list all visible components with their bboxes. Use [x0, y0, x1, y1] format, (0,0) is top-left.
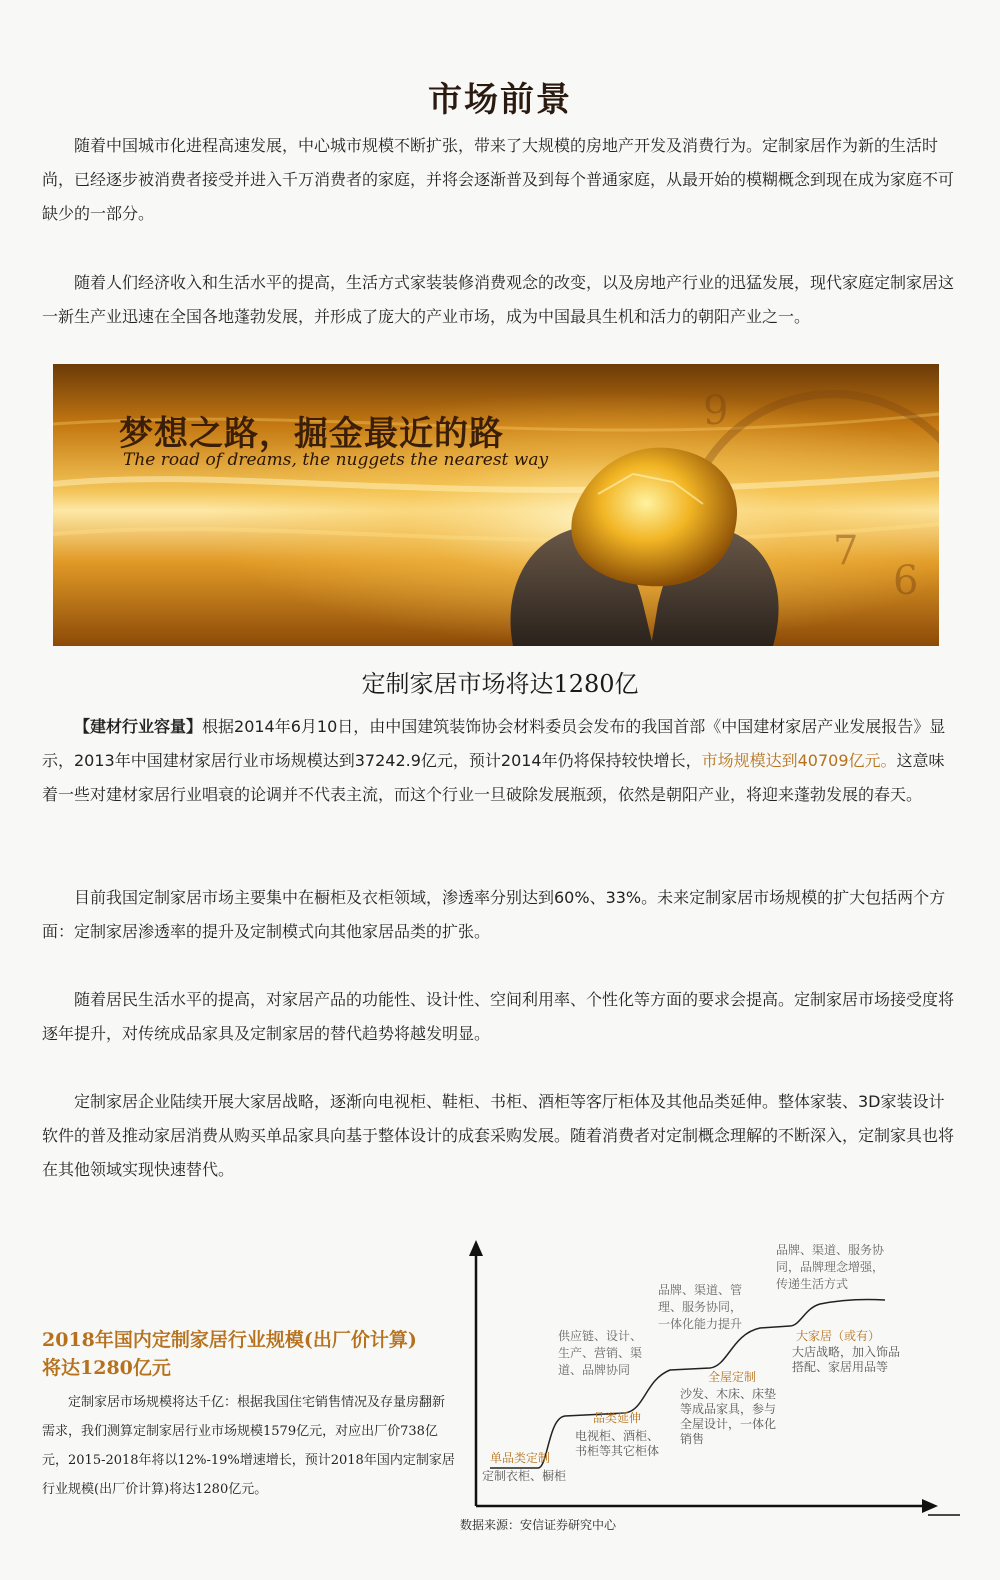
stage-name: 全屋定制: [708, 1370, 757, 1384]
stage-capability-line: 理、服务协同，: [658, 1300, 743, 1314]
forecast-body: 定制家居市场规模将达千亿：根据我国住宅销售情况及存量房翻新需求，我们测算定制家居行业市场规模1579亿元，对应出厂价738亿元，2015-2018年将以12%-19%增速增长，预计2018年国内定制家居行业规模(出厂价计算)将达1280亿元。: [42, 1395, 455, 1497]
market-text-4: 定制家居企业陆续开展大家居战略，逐渐向电视柜、鞋柜、书柜、酒柜等客厅柜体及其他品类延伸。整体家装、3D家装设计软件的普及推动家居消费从购买单品家具向基于整体设计的成套采购发展。随着消费者对定制概念理解的不断深入，定制家具也将在其他领域实现快速替代。: [42, 1092, 955, 1179]
market-scale-highlight: 市场规模达到40709亿元。: [701, 751, 897, 770]
stage-capability-line: 同，品牌理念增强，: [776, 1260, 885, 1274]
stage-description-line: 电视柜、酒柜、: [575, 1429, 660, 1443]
stage-capability-line: 道、品牌协同: [558, 1363, 631, 1377]
market-paragraph-4: [42, 1085, 954, 1187]
stage-description-line: 沙发、木床、床垫: [680, 1387, 777, 1401]
market-paragraph-3: [42, 983, 954, 1051]
stage-diagram: [460, 1238, 980, 1538]
industry-tag: 【建材行业容量】: [74, 717, 203, 736]
forecast-title-line-2: 将达1280亿元: [42, 1357, 171, 1379]
stage-description-line: 定制衣柜、橱柜: [482, 1469, 567, 1483]
svg-text:7: 7: [833, 528, 859, 574]
stage-description-line: 等成品家具，参与: [680, 1402, 777, 1416]
stage-capability-line: 生产、营销、渠: [558, 1346, 643, 1360]
market-paragraph-2: [42, 881, 954, 949]
x-axis-arrow: [922, 1499, 938, 1513]
stage-capability-line: 品牌、渠道、管: [658, 1283, 743, 1297]
stage-capability-line: 传递生活方式: [776, 1277, 849, 1291]
forecast-title: [42, 1326, 462, 1382]
intro-paragraph-1: [42, 129, 954, 231]
intro-text-1: 随着中国城市化进程高速发展，中心城市规模不断扩张，带来了大规模的房地产开发及消费行为。定制家居作为新的生活时尚，已经逐步被消费者接受并进入千万消费者的家庭，并将会逐渐普及到每个普通家庭，从最开始的模糊概念到现在成为家庭不可缺少的一部分。: [42, 136, 955, 223]
stage-description-line: 全屋设计，一体化: [680, 1417, 777, 1431]
stage-name: 大家居（或有）: [796, 1329, 881, 1343]
stage-description-line: 大店战略，加入饰品: [792, 1345, 901, 1359]
intro-text-2: 随着人们经济收入和生活水平的提高，生活方式家装装修消费观念的改变，以及房地产行业的迅猛发展，现代家庭定制家居这一新生产业迅速在全国各地蓬勃发展，并形成了庞大的产业市场，成为中国最具生机和活力的朝阳产业之一。: [42, 273, 955, 326]
stage-description-line: 销售: [680, 1432, 705, 1446]
gold-banner-image: [53, 364, 939, 646]
y-axis-arrow: [469, 1240, 483, 1256]
stage-name: 单品类定制: [490, 1451, 551, 1465]
stage-name: 品类延伸: [593, 1411, 642, 1425]
data-source: 数据来源：安信证券研究中心: [460, 1518, 617, 1532]
stage-description-line: 搭配、家居用品等: [792, 1360, 889, 1374]
stage-capability-line: 品牌、渠道、服务协: [776, 1243, 885, 1257]
stage-capability-line: 一体化能力提升: [658, 1317, 743, 1331]
market-text-2: 目前我国定制家居市场主要集中在橱柜及衣柜领域，渗透率分别达到60%、33%。未来定制家居市场规模的扩大包括两个方面：定制家居渗透率的提升及定制模式向其他家居品类的扩张。: [42, 888, 946, 941]
market-paragraph-1: [42, 710, 954, 812]
forecast-title-line-1: 2018年国内定制家居行业规模(出厂价计算): [42, 1329, 417, 1351]
market-text-3: 随着居民生活水平的提高，对家居产品的功能性、设计性、空间利用率、个性化等方面的要求会提高。定制家居市场接受度将逐年提升，对传统成品家具及定制家居的替代趋势将越发明显。: [42, 990, 955, 1043]
market-title: 定制家居市场将达1280亿: [361, 670, 639, 698]
section-title: 市场前景: [428, 80, 572, 120]
stage-capability-line: 供应链、设计、: [558, 1329, 643, 1343]
stage-description-line: 书柜等其它柜体: [575, 1444, 660, 1458]
banner-subline: The road of dreams, the nuggets the nearest way: [123, 450, 549, 470]
market-text-1a: 根据2014年6月10日，由中国建筑装饰协会材料委员会发布的我国首部《中国建材家居产业发展报告》显示，2013年中国建材家居行业市场规模达到37242.9亿元，预计2014年仍将保持较快增长，: [42, 717, 946, 770]
intro-paragraph-2: [42, 266, 954, 334]
svg-text:9: 9: [703, 388, 729, 434]
svg-text:6: 6: [893, 558, 919, 604]
stage-labels: [482, 1242, 900, 1483]
banner-headline: 梦想之路，掘金最近的路: [119, 414, 504, 454]
market-text-1b: 这意味着一些对建材家居行业唱衰的论调并不代表主流，而这个行业一旦破除发展瓶颈，依然是朝阳产业，将迎来蓬勃发展的春天。: [42, 751, 945, 804]
